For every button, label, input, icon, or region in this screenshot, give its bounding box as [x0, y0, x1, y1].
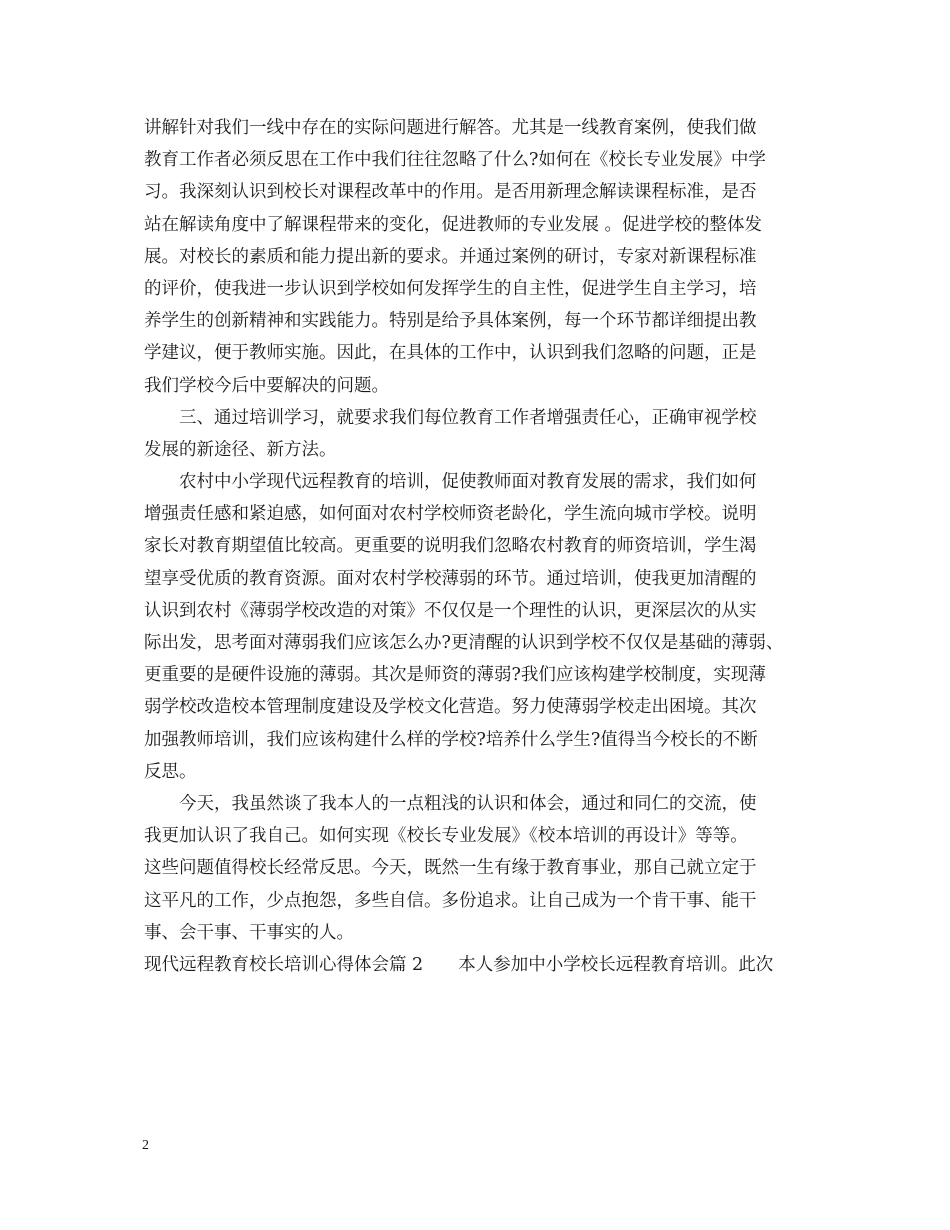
text-line: 加强教师培训，我们应该构建什么样的学校?培养什么学生?值得当今校长的不断 — [144, 729, 758, 750]
document-body — [144, 112, 824, 981]
text-line: 增强责任感和紧迫感，如何面对农村学校师资老龄化，学生流向城市学校。说明 — [144, 504, 757, 525]
text-line: 我更加认识了我自己。如何实现《校长专业发展》《校本培训的再设计》等等。 — [144, 826, 748, 847]
text-line: 弱学校改造校本管理制度建设及学校文化营造。努力使薄弱学校走出困境。其次 — [144, 697, 757, 718]
page-number: 2 — [142, 1138, 149, 1153]
text-line: 际出发，思考面对薄弱我们应该怎么办?更清醒的认识到学校不仅仅是基础的薄弱、 — [144, 633, 784, 653]
text-line: 讲解针对我们一线中存在的实际问题进行解答。尤其是一线教育案例，使我们做 — [144, 118, 757, 138]
text-line: 我们学校今后中要解决的问题。 — [144, 375, 389, 396]
text-line: 这平凡的工作，少点抱怨，多些自信。多份追求。让自己成为一个肯干事、能干 — [144, 890, 757, 911]
text-line: 现代远程教育校长培训心得体会篇 2 本人参加中小学校长远程教育培训。此次 — [144, 954, 774, 975]
text-line: 站在解读角度中了解课程带来的变化，促进教师的专业发展 。促进学校的整体发 — [144, 214, 763, 235]
text-line: 学建议，便于教师实施。因此，在具体的工作中，认识到我们忽略的问题，正是 — [144, 343, 757, 364]
text-line: 养学生的创新精神和实践能力。特别是给予具体案例，每一个环节都详细提出教 — [144, 311, 757, 332]
text-line: 展。对校长的素质和能力提出新的要求。并通过案例的研讨，专家对新课程标准 — [144, 246, 757, 267]
text-line: 三、通过培训学习，就要求我们每位教育工作者增强责任心，正确审视学校 — [179, 407, 757, 428]
text-line: 今天，我虽然谈了我本人的一点粗浅的认识和体会，通过和同仁的交流，使 — [179, 793, 757, 814]
text-line: 习。我深刻认识到校长对课程改革中的作用。是否用新理念解读课程标准，是否 — [144, 182, 757, 203]
text-line: 这些问题值得校长经常反思。今天，既然一生有缘于教育事业，那自己就立定于 — [144, 858, 757, 879]
text-line: 望享受优质的教育资源。面对农村学校薄弱的环节。通过培训，使我更加清醒的 — [144, 568, 757, 589]
text-line: 的评价，使我进一步认识到学校如何发挥学生的自主性，促进学生自主学习，培 — [144, 278, 757, 299]
text-line: 家长对教育期望值比较高。更重要的说明我们忽略农村教育的师资培训，学生渴 — [144, 536, 757, 557]
text-line: 发展的新途径、新方法。 — [144, 439, 337, 460]
text-line: 认识到农村《薄弱学校改造的对策》不仅仅是一个理性的认识，更深层次的从实 — [144, 600, 757, 621]
text-line: 更重要的是硬件设施的薄弱。其次是师资的薄弱?我们应该构建学校制度，实现薄 — [144, 665, 766, 686]
text-line: 农村中小学现代远程教育的培训，促使教师面对教育发展的需求，我们如何 — [179, 472, 757, 493]
text-line: 教育工作者必须反思在工作中我们往往忽略了什么?如何在《校长专业发展》中学 — [144, 150, 766, 171]
text-line: 事、会干事、干事实的人。 — [144, 922, 354, 943]
text-line: 反思。 — [144, 761, 197, 782]
